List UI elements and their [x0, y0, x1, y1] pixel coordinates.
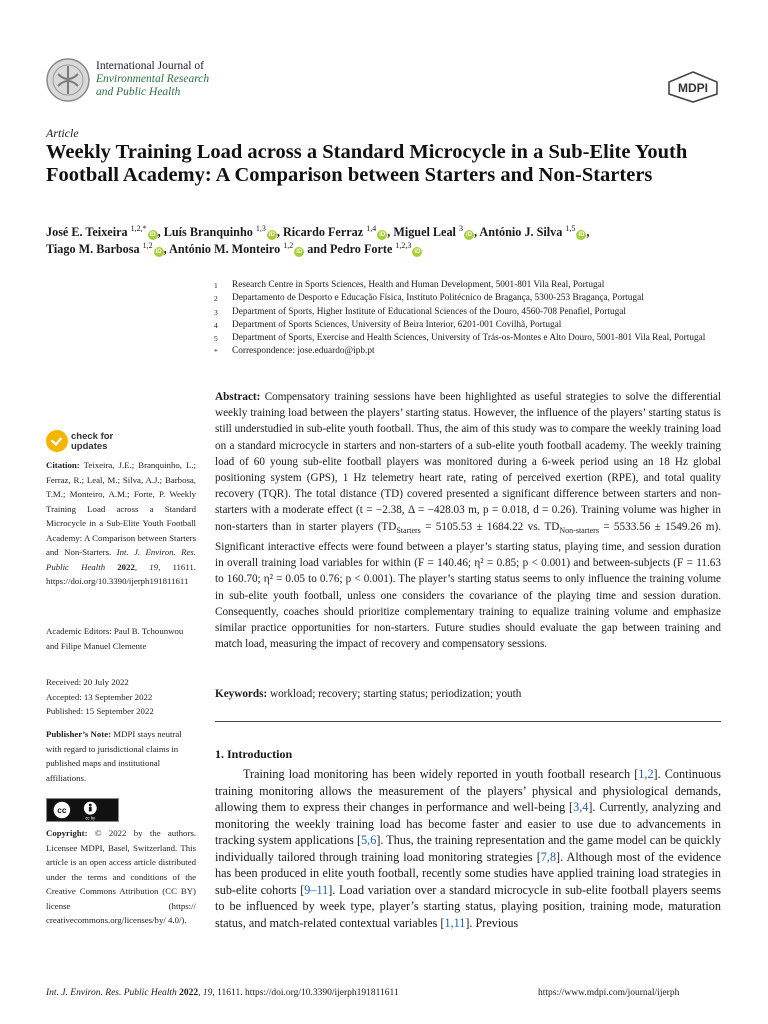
author-affil-sup: 1,5 [565, 223, 576, 233]
abstract-label: Abstract: [215, 391, 261, 403]
body-text-segment: Training load monitoring has been widely reported in youth football research [ [243, 767, 639, 781]
orcid-icon[interactable]: iD [149, 232, 156, 238]
author-name: José E. Teixeira [46, 225, 128, 239]
body-text-segment: ]. Load variation over a standard microcycle in sub-elite football players seems to be influenced by week type, player’s starting status, playing position, training mode, maturation status, and match-related contextual variables [ [215, 882, 721, 930]
cc-by-license-icon[interactable] [46, 798, 119, 822]
check-updates-line2: updates [71, 441, 108, 452]
section-divider [215, 721, 721, 722]
author-name: Miguel Leal [393, 225, 456, 239]
author[interactable] [46, 225, 158, 239]
publisher-note-text: MDPI stays neutral with regard to jurisdictional claims in published maps and institutional affiliations. [46, 729, 182, 783]
author[interactable] [393, 225, 474, 239]
body-text-segment: ]. Although most of the evidence has been produced in elite youth football, recently some studies have applied training load strategies in sub-elite cohorts [ [215, 849, 721, 897]
check-updates-line1: check for [71, 431, 114, 442]
orcid-icon[interactable]: iD [296, 249, 303, 255]
article-title: Weekly Training Load across a Standard Microcycle in a Sub-Elite Youth Football Academy: A Comparison between Starters and Non-Starters [46, 141, 688, 186]
copyright-block [46, 826, 196, 928]
affiliation-text: Department of Sports, Higher Institute of Educational Sciences of the Douro, 4560-708 Penafiel, Portugal [232, 306, 626, 317]
citation-year: 2022 [117, 561, 135, 572]
author-affil-sup: 1,2 [283, 240, 294, 250]
orcid-icon[interactable]: iD [155, 249, 162, 255]
abstract-text-end: = 5533.56 ± 1549.26 m). Significant interactive effects were found between a player’s starting status, playing time, and session duration in overall training load variables for within (F = 140.46; η² = 0.85; p < 0.001) and between-subjects (F = 11.63 to 160.70; η² = 0.05 to 0.76; p < 0.001). The player’s starting status seems to only influence the training volume in sub-elite youth football, unless one considers the covariance of the playing time and session duration. Consequently, coaches should prioritize complementary training to equalize training volume and emphasize similar practice opportunities for non-starters. Future studies should evaluate the gap between training and match load, measuring the impact of recovery and compensatory sessions. [215, 520, 722, 651]
affiliation-number: 3 [214, 307, 218, 317]
footer-volume: 19 [202, 988, 213, 998]
check-for-updates-label [71, 432, 113, 452]
citation-volume: 19 [149, 561, 159, 572]
citation-link[interactable]: 7,8 [540, 849, 557, 864]
author[interactable] [330, 242, 422, 256]
abstract-subscript-starters: Starters [396, 525, 421, 535]
author-affil-sup: 1,3 [255, 223, 266, 233]
citation-block: Citation: Teixeira, J.E.; Branquinho, L.; Ferraz, R.; Leal, M.; Silva, A.J.; Barbosa, T.M.; Monteiro, A.M.; Forte, P. Weekly Training Load across a Standard Microcycle in a Sub-Elite Youth Football Academy: A Comparison between Starters and Non-Starters. Int. J. Environ. Res. Public Health 2022, 19, 11611. https://doi.org/10.3390/ijerph191811611 [46, 460, 196, 586]
author-and: and [307, 242, 327, 256]
footer-year: 2022 [179, 988, 199, 998]
publisher-note [46, 727, 196, 785]
author[interactable] [46, 242, 164, 256]
article-type: Article [46, 126, 79, 140]
author-affil-sup: 1,4 [366, 223, 377, 233]
affiliation [214, 332, 734, 345]
orcid-icon[interactable]: iD [578, 232, 585, 238]
affiliation-text: Departamento de Desporto e Educação Física, Instituto Politécnico de Bragança, 5300-253 Bragança, Portugal [232, 293, 644, 304]
citation-link[interactable]: 5,6 [361, 833, 377, 847]
check-for-updates-button[interactable] [46, 430, 166, 456]
body-text-segment: ]. Thus, the training representation and the game model can be quickly individually tailored through training load monitoring strategies [ [215, 833, 721, 864]
introduction-paragraph [215, 766, 721, 931]
author-name: Ricardo Ferraz [282, 225, 364, 239]
journal-name-line1: International Journal of [96, 60, 204, 72]
affiliation [214, 306, 734, 319]
correspondence-text[interactable]: Correspondence: jose.eduardo@ipb.pt [232, 346, 375, 357]
affiliation-number: * [214, 347, 218, 357]
affiliation [214, 279, 734, 292]
affiliation-number: 1 [214, 281, 218, 290]
author-name: Luís Branquinho [163, 225, 253, 239]
keywords-text: workload; recovery; starting status; periodization; youth [270, 688, 522, 700]
citation-link[interactable]: 1,11 [444, 915, 466, 930]
publisher-note-label: Publisher’s Note: [46, 729, 112, 739]
author-affil-sup: 1,2 [142, 240, 153, 250]
footer-citation: Int. J. Environ. Res. Public Health 2022, 19, 11611. https://doi.org/10.3390/ijerph191811611 [46, 988, 399, 998]
orcid-icon[interactable]: iD [465, 232, 472, 238]
affiliation [214, 292, 734, 305]
affiliation-number: 2 [214, 294, 218, 304]
author[interactable] [164, 225, 277, 239]
affiliation-text: Department of Sports, Exercise and Health Sciences, University of Trás-os-Montes e Alto Douro, 5001-801 Vila Real, Portugal [232, 333, 706, 344]
journal-logo [46, 58, 90, 102]
cc-badge-text: cc by [85, 815, 96, 821]
author-affil-sup: 3 [458, 223, 463, 233]
received-date: Received: 20 July 2022 [46, 677, 129, 687]
accepted-date: Accepted: 13 September 2022 [46, 691, 153, 702]
keywords [215, 686, 721, 702]
footer-journal: Int. J. Environ. Res. Public Health [46, 988, 177, 998]
author-name: António J. Silva [479, 225, 563, 239]
mdpi-logo-text: MDPI [678, 81, 708, 95]
affiliation [214, 319, 734, 332]
abstract-text-mid: = 5105.53 ± 1684.22 vs. TD [420, 520, 560, 533]
affiliation-number: 5 [214, 334, 218, 344]
check-icon [46, 430, 68, 452]
abstract-subscript-nonstarters: Non-starters [559, 525, 599, 535]
citation-text: Teixeira, J.E.; Branquinho, L.; Ferraz, R.; Leal, M.; Silva, A.J.; Barbosa, T.M.; Monteiro, A.M.; Forte, P. Weekly Training Load across a Standard Microcycle in a Sub-Elite Youth Football Academy: A Comparison between Starters and Non-Starters. [46, 460, 196, 557]
affiliation-text: Research Centre in Sports Sciences, Health and Human Development, 5001-801 Vila Real, Portugal [232, 280, 605, 290]
footer-journal-url[interactable]: https://www.mdpi.com/journal/ijerph [538, 988, 680, 998]
citation-link[interactable]: 9–11 [304, 882, 329, 897]
orcid-icon[interactable]: iD [414, 249, 421, 255]
citation-doi[interactable]: , 11611. https://doi.org/10.3390/ijerph191811611 [46, 561, 196, 586]
journal-name-line3: and Public Health [96, 86, 181, 98]
author-affil-sup: 1,2,3 [395, 240, 412, 250]
copyright-text: © 2022 by the authors. Licensee MDPI, Basel, Switzerland. This article is an open access article distributed under the terms and conditions of the Creative Commons Attribution (CC BY) license (https:// creativecommons.org/licenses/by/ 4.0/). [46, 828, 196, 925]
citation-label: Citation: [46, 460, 80, 470]
affiliation-list [214, 279, 734, 359]
body-text-segment: ]. Currently, analyzing and monitoring the weekly training load has become faster and easier to use due to advancements in tracking system applications [ [215, 800, 721, 847]
citation-link[interactable]: 3,4 [573, 800, 589, 814]
journal-name [96, 60, 209, 99]
citation-link[interactable]: 1,2 [638, 767, 654, 781]
body-text-segment: ]. Continuous training monitoring allows the measurement of the players’ physical and physiological demands, allowing them to express their changes in performance and well-being [ [215, 767, 722, 814]
orcid-icon[interactable]: iD [268, 232, 275, 238]
author-list: José E. Teixeira $^{1,2,*}$iD , Luís Branquinho $^{1,3}$iD , Ricardo Ferraz $^{1,4}$iD , Miguel Leal $^3$iD , António J. Silva $^{1,5}$iD , Tiago M. Barbosa $^{1,2}$iD , António M. Monteiro $^{1,2}$iD and Pedro Forte $^{1,2,3}$iD [46, 223, 590, 256]
author-name: Pedro Forte [329, 242, 393, 256]
author-name: António M. Monteiro [169, 242, 281, 256]
orcid-icon[interactable]: iD [379, 232, 386, 238]
affiliation-number: 4 [214, 320, 218, 330]
correspondence [214, 345, 734, 358]
svg-text:cc: cc [57, 806, 67, 816]
keywords-label: Keywords: [215, 688, 268, 700]
section-heading-introduction: 1. Introduction [215, 747, 293, 761]
mdpi-logo [665, 70, 721, 104]
published-date: Published: 15 September 2022 [46, 706, 154, 716]
citation-journal: Int. J. Environ. Res. Public Health [46, 547, 196, 572]
author[interactable] [479, 225, 586, 239]
body-text-segment: ]. Previous [465, 915, 519, 930]
affiliation-text: Department of Sports Sciences, University of Beira Interior, 6201-001 Covilhã, Portugal [232, 319, 562, 330]
abstract [215, 389, 721, 652]
author[interactable] [283, 225, 387, 239]
author-name: Tiago M. Barbosa [46, 242, 140, 256]
copyright-label: Copyright: [46, 828, 88, 838]
footer-doi[interactable]: , 11611. https://doi.org/10.3390/ijerph191811611 [212, 988, 399, 998]
academic-editors: Academic Editors: Paul B. Tchounwou and Filipe Manuel Clemente [46, 626, 184, 651]
abstract-text: Compensatory training sessions have been highlighted as useful strategies to solve the differential weekly training load between the players’ starting status. However, the influence of the players’ starting status is still understudied in sub-elite youth football. Thus, the aim of this study was to compare the weekly training load on a standard microcycle in starters and non-starters of a sub-elite youth football academy. The weekly training load of 60 young sub-elite football players was monitored during a 6-week period using an 18 Hz global positioning system (GPS), 1 Hz telemetry heart rate, rating of perceived exertion (RPE), and total quality recovery (TQR). The total distance (TD) covered presented a significant difference between starters and non-starters with a moderate effect (t = −2.38, Δ = −428.03 m, p = 0.018, d = 0.26). Training volume was higher in non-starters than in starter players (TD [215, 391, 722, 533]
journal-name-line2: Environmental Research [96, 73, 210, 85]
author-affil-sup: 1,2,* [130, 223, 147, 233]
author[interactable] [169, 242, 304, 256]
publication-dates [46, 675, 196, 719]
